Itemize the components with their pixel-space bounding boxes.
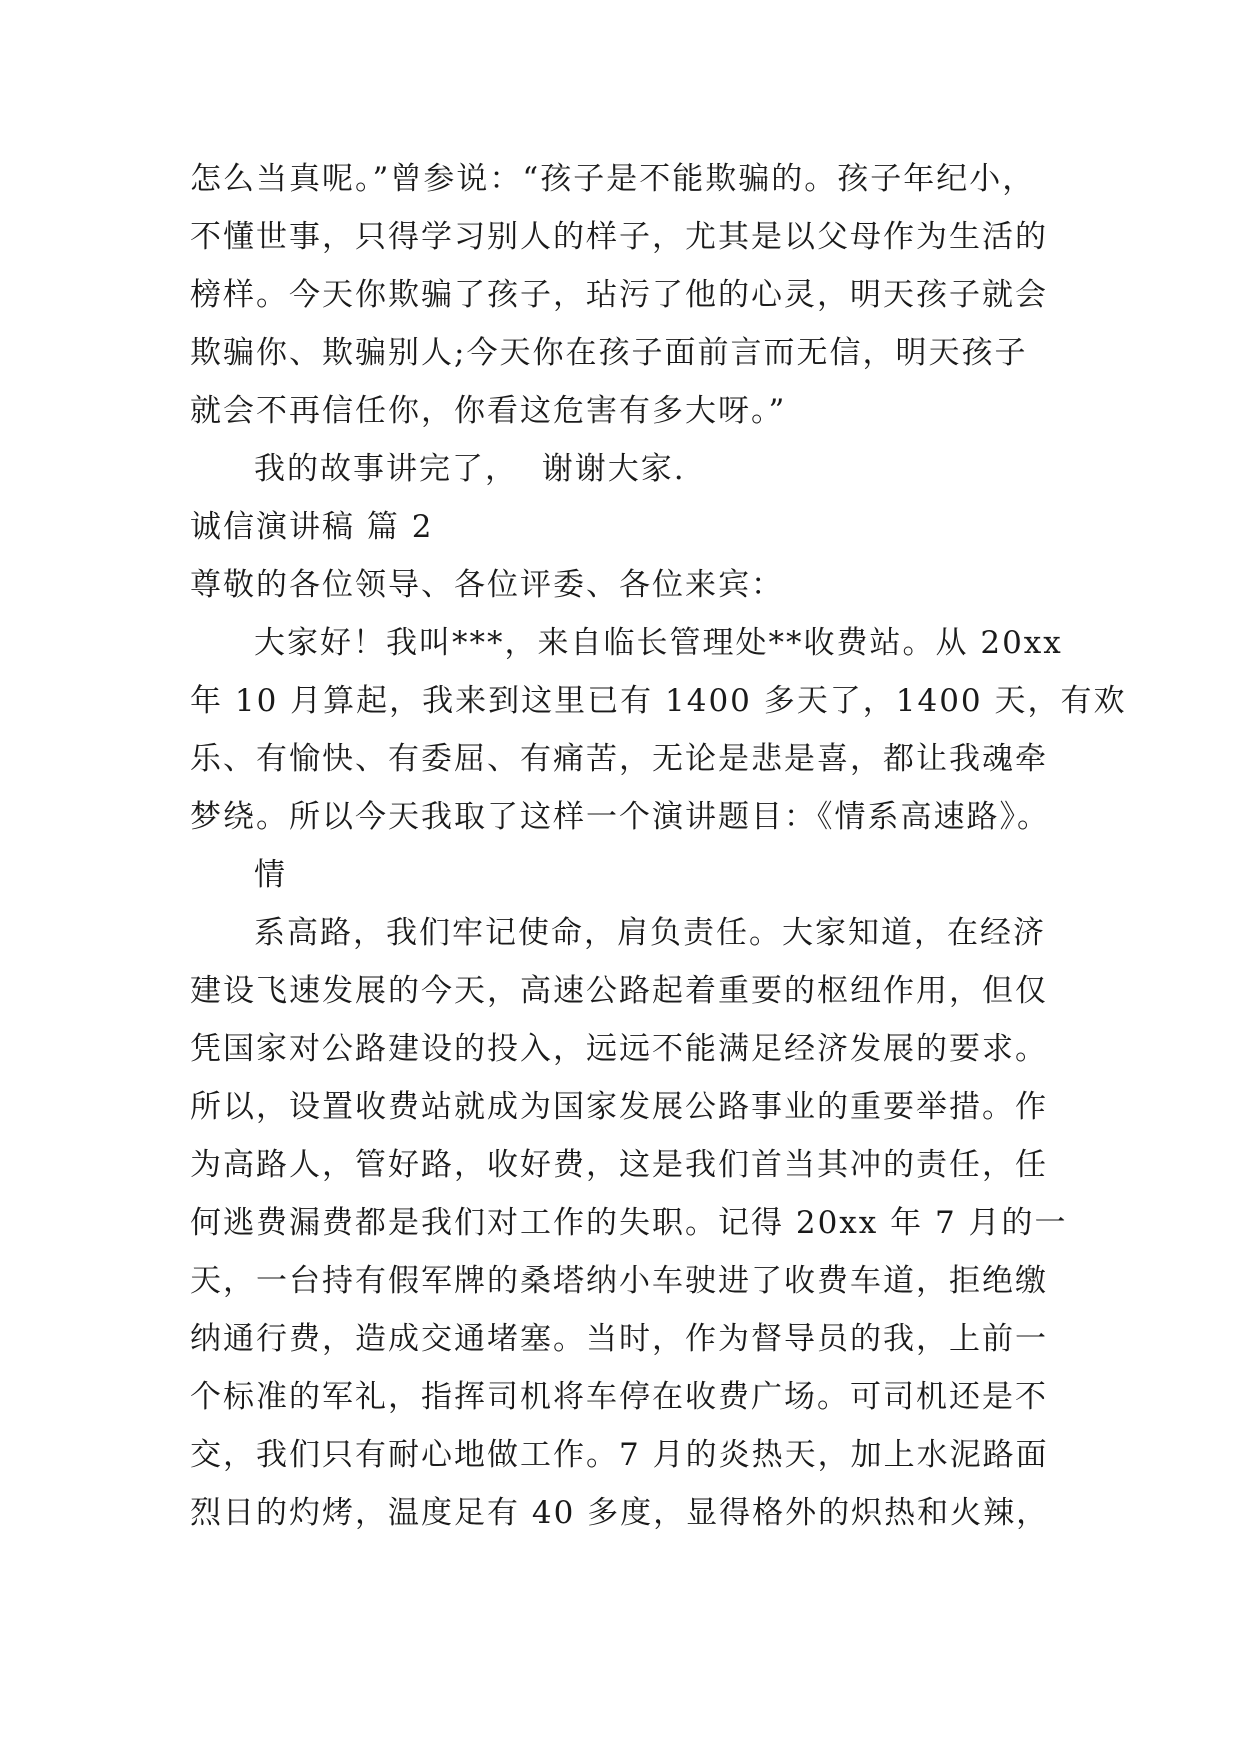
text-line: 何逃费漏费都是我们对工作的失职。记得 20xx 年 7 月的一: [190, 1205, 1068, 1241]
text-line: 为高路人，管好路，收好费，这是我们首当其冲的责任，任: [190, 1147, 1048, 1183]
text-line: 烈日的灼烤，温度足有 40 多度，显得格外的炽热和火辣，: [190, 1495, 1050, 1531]
text-line: 榜样。今天你欺骗了孩子，玷污了他的心灵，明天孩子就会: [190, 277, 1048, 313]
section-heading: 诚信演讲稿 篇 2: [190, 509, 434, 545]
text-line: 个标准的军礼，指挥司机将车停在收费广场。可司机还是不: [190, 1379, 1048, 1415]
text-line: 所以，设置收费站就成为国家发展公路事业的重要举措。作: [190, 1089, 1048, 1125]
closing-line: 我的故事讲完了， 谢谢大家.: [254, 451, 686, 487]
text-line: 梦绕。所以今天我取了这样一个演讲题目：《情系高速路》。: [190, 799, 1050, 835]
paragraph-start: 大家好！我叫***，来自临长管理处**收费站。从 20xx: [254, 625, 1063, 661]
text-line: 天，一台持有假军牌的桑塔纳小车驶进了收费车道，拒绝缴: [190, 1263, 1048, 1299]
salutation: 尊敬的各位领导、各位评委、各位来宾：: [190, 567, 784, 603]
paragraph-start: 系高路，我们牢记使命，肩负责任。大家知道，在经济: [254, 915, 1046, 951]
text-line: 纳通行费，造成交通堵塞。当时，作为督导员的我，上前一: [190, 1321, 1048, 1357]
text-line: 交，我们只有耐心地做工作。7 月的炎热天，加上水泥路面: [190, 1437, 1049, 1473]
text-line: 建设飞速发展的今天，高速公路起着重要的枢纽作用，但仅: [190, 973, 1048, 1009]
text-line: 乐、有愉快、有委屈、有痛苦，无论是悲是喜，都让我魂牵: [190, 741, 1048, 777]
text-line: 就会不再信任你，你看这危害有多大呀。”: [190, 393, 787, 429]
text-line: 凭国家对公路建设的投入，远远不能满足经济发展的要求。: [190, 1031, 1048, 1067]
text-line: 年 10 月算起，我来到这里已有 1400 多天了，1400 天，有欢: [190, 683, 1127, 719]
text-line: 不懂世事，只得学习别人的样子，尤其是以父母作为生活的: [190, 219, 1048, 255]
text-line: 怎么当真呢。”曾参说：“孩子是不能欺骗的。孩子年纪小，: [190, 161, 1036, 197]
text-line: 欺骗你、欺骗别人;今天你在孩子面前言而无信，明天孩子: [190, 335, 1028, 371]
document-body: [190, 150, 1127, 1542]
paragraph-start: 情: [254, 857, 287, 893]
